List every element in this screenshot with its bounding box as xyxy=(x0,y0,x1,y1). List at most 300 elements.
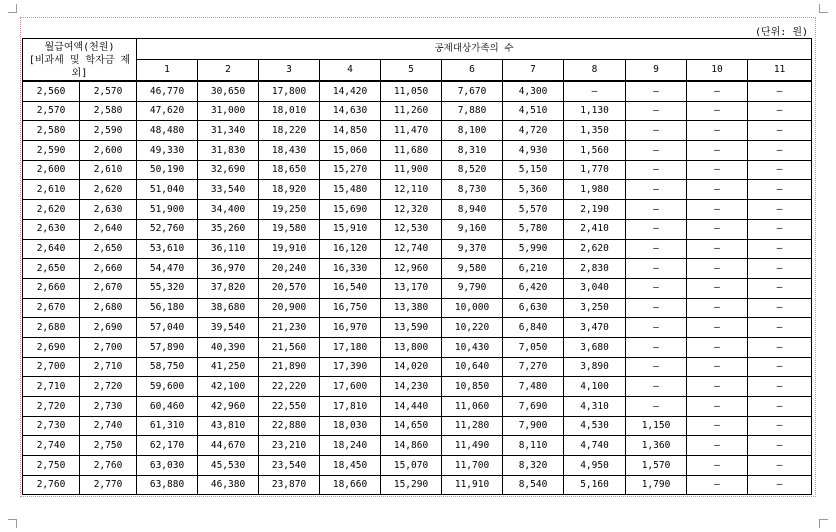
tax-amount-cell: 13,380 xyxy=(381,298,442,318)
tax-amount-cell: 14,850 xyxy=(320,121,381,141)
tax-amount-cell: 16,330 xyxy=(320,259,381,279)
tax-amount-cell: – xyxy=(687,259,748,279)
tax-amount-cell: 2,830 xyxy=(564,259,626,279)
tax-amount-cell: – xyxy=(626,239,687,259)
tax-amount-cell: 7,270 xyxy=(503,357,564,377)
tax-amount-cell: 1,980 xyxy=(564,180,626,200)
salary-to-cell: 2,720 xyxy=(80,377,137,397)
tax-amount-cell: 8,940 xyxy=(442,200,503,220)
tax-amount-cell: – xyxy=(626,278,687,298)
tax-amount-cell: 54,470 xyxy=(137,259,198,279)
tax-amount-cell: 18,030 xyxy=(320,416,381,436)
salary-to-cell: 2,600 xyxy=(80,141,137,161)
table-row xyxy=(23,239,812,259)
table-row xyxy=(23,456,812,476)
tax-amount-cell: 14,440 xyxy=(381,397,442,417)
tax-amount-cell: – xyxy=(748,318,812,338)
salary-to-cell: 2,690 xyxy=(80,318,137,338)
salary-to-cell: 2,710 xyxy=(80,357,137,377)
salary-from-cell: 2,610 xyxy=(23,180,80,200)
tax-amount-cell: 45,530 xyxy=(198,456,259,476)
tax-amount-cell: 12,530 xyxy=(381,219,442,239)
tax-amount-cell: 6,840 xyxy=(503,318,564,338)
tax-amount-cell: 53,610 xyxy=(137,239,198,259)
tax-amount-cell: – xyxy=(748,397,812,417)
tax-amount-cell: – xyxy=(687,337,748,357)
tax-amount-cell: 42,100 xyxy=(198,377,259,397)
tax-amount-cell: 21,230 xyxy=(259,318,320,338)
tax-amount-cell: 9,160 xyxy=(442,219,503,239)
tax-amount-cell: 5,570 xyxy=(503,200,564,220)
salary-to-cell: 2,660 xyxy=(80,259,137,279)
tax-amount-cell: 15,480 xyxy=(320,180,381,200)
tax-amount-cell: – xyxy=(748,278,812,298)
tax-amount-cell: 4,720 xyxy=(503,121,564,141)
tax-amount-cell: 16,970 xyxy=(320,318,381,338)
tax-amount-cell: – xyxy=(748,337,812,357)
tax-amount-cell: 3,250 xyxy=(564,298,626,318)
table-row xyxy=(23,436,812,456)
tax-amount-cell: 7,480 xyxy=(503,377,564,397)
salary-from-cell: 2,730 xyxy=(23,416,80,436)
salary-from-cell: 2,750 xyxy=(23,456,80,476)
tax-amount-cell: 4,300 xyxy=(503,81,564,101)
tax-amount-cell: 40,390 xyxy=(198,337,259,357)
tax-amount-cell: – xyxy=(748,121,812,141)
tax-amount-cell: 12,740 xyxy=(381,239,442,259)
tax-amount-cell: – xyxy=(748,436,812,456)
tax-amount-cell: 10,000 xyxy=(442,298,503,318)
salary-from-cell: 2,760 xyxy=(23,475,80,495)
tax-amount-cell: 7,900 xyxy=(503,416,564,436)
salary-to-cell: 2,750 xyxy=(80,436,137,456)
tax-amount-cell: 14,420 xyxy=(320,81,381,101)
tax-amount-cell: 11,910 xyxy=(442,475,503,495)
tax-amount-cell: – xyxy=(687,121,748,141)
table-row xyxy=(23,101,812,121)
tax-amount-cell: 42,960 xyxy=(198,397,259,417)
tax-amount-cell: 4,100 xyxy=(564,377,626,397)
tax-amount-cell: – xyxy=(748,219,812,239)
salary-from-cell: 2,590 xyxy=(23,141,80,161)
salary-from-cell: 2,710 xyxy=(23,377,80,397)
salary-to-cell: 2,570 xyxy=(80,81,137,101)
tax-amount-cell: – xyxy=(626,101,687,121)
tax-amount-cell: 17,180 xyxy=(320,337,381,357)
tax-amount-cell: – xyxy=(687,278,748,298)
salary-to-cell: 2,630 xyxy=(80,200,137,220)
salary-from-cell: 2,720 xyxy=(23,397,80,417)
tax-amount-cell: 5,360 xyxy=(503,180,564,200)
salary-from-cell: 2,570 xyxy=(23,101,80,121)
salary-from-cell: 2,660 xyxy=(23,278,80,298)
tax-amount-cell: – xyxy=(748,377,812,397)
tax-amount-cell: – xyxy=(626,357,687,377)
tax-amount-cell: – xyxy=(687,101,748,121)
tax-amount-cell: 3,040 xyxy=(564,278,626,298)
tax-amount-cell: 37,820 xyxy=(198,278,259,298)
dependent-count-header: 6 xyxy=(442,60,503,82)
tax-amount-cell: – xyxy=(748,239,812,259)
salary-from-cell: 2,740 xyxy=(23,436,80,456)
tax-amount-cell: 8,520 xyxy=(442,160,503,180)
tax-amount-cell: 7,050 xyxy=(503,337,564,357)
salary-from-cell: 2,630 xyxy=(23,219,80,239)
table-row xyxy=(23,357,812,377)
tax-amount-cell: – xyxy=(748,141,812,161)
tax-amount-cell: 14,020 xyxy=(381,357,442,377)
tax-amount-cell: – xyxy=(687,298,748,318)
table-row xyxy=(23,219,812,239)
tax-amount-cell: 1,130 xyxy=(564,101,626,121)
tax-amount-cell: 1,770 xyxy=(564,160,626,180)
tax-amount-cell: 18,920 xyxy=(259,180,320,200)
tax-amount-cell: 23,870 xyxy=(259,475,320,495)
tax-amount-cell: 11,680 xyxy=(381,141,442,161)
tax-amount-cell: 62,170 xyxy=(137,436,198,456)
tax-amount-cell: 5,160 xyxy=(564,475,626,495)
dependent-count-header: 9 xyxy=(626,60,687,82)
tax-amount-cell: 9,370 xyxy=(442,239,503,259)
tax-amount-cell: – xyxy=(687,357,748,377)
tax-amount-cell: 11,260 xyxy=(381,101,442,121)
tax-amount-cell: – xyxy=(748,298,812,318)
tax-amount-cell: 59,600 xyxy=(137,377,198,397)
salary-from-cell: 2,700 xyxy=(23,357,80,377)
table-row xyxy=(23,298,812,318)
tax-amount-cell: 17,800 xyxy=(259,81,320,101)
table-row xyxy=(23,160,812,180)
salary-to-cell: 2,580 xyxy=(80,101,137,121)
tax-amount-cell: 21,560 xyxy=(259,337,320,357)
tax-amount-cell: 36,970 xyxy=(198,259,259,279)
tax-amount-cell: 10,850 xyxy=(442,377,503,397)
tax-amount-cell: – xyxy=(748,416,812,436)
tax-amount-cell: 51,040 xyxy=(137,180,198,200)
salary-to-cell: 2,730 xyxy=(80,397,137,417)
tax-amount-cell: – xyxy=(748,81,812,101)
table-row xyxy=(23,397,812,417)
tax-amount-cell: 18,010 xyxy=(259,101,320,121)
tax-amount-cell: – xyxy=(626,298,687,318)
tax-amount-cell: 22,550 xyxy=(259,397,320,417)
tax-amount-cell: 17,390 xyxy=(320,357,381,377)
dependent-count-header: 10 xyxy=(687,60,748,82)
tax-amount-cell: 6,420 xyxy=(503,278,564,298)
table-row xyxy=(23,377,812,397)
tax-amount-cell: 9,790 xyxy=(442,278,503,298)
tax-amount-cell: – xyxy=(748,160,812,180)
salary-from-cell: 2,580 xyxy=(23,121,80,141)
tax-amount-cell: 61,310 xyxy=(137,416,198,436)
dependent-count-header: 8 xyxy=(564,60,626,82)
tax-amount-cell: 5,780 xyxy=(503,219,564,239)
tax-amount-cell: – xyxy=(687,81,748,101)
tax-amount-cell: 13,170 xyxy=(381,278,442,298)
tax-amount-cell: – xyxy=(626,200,687,220)
salary-from-cell: 2,670 xyxy=(23,298,80,318)
salary-to-cell: 2,760 xyxy=(80,456,137,476)
tax-amount-cell: 39,540 xyxy=(198,318,259,338)
tax-amount-cell: – xyxy=(626,397,687,417)
salary-to-cell: 2,770 xyxy=(80,475,137,495)
tax-amount-cell: 8,110 xyxy=(503,436,564,456)
salary-from-cell: 2,620 xyxy=(23,200,80,220)
salary-to-cell: 2,700 xyxy=(80,337,137,357)
withholding-tax-table xyxy=(22,38,812,495)
tax-amount-cell: 3,470 xyxy=(564,318,626,338)
tax-amount-cell: 2,620 xyxy=(564,239,626,259)
tax-amount-cell: – xyxy=(687,377,748,397)
tax-amount-cell: 2,190 xyxy=(564,200,626,220)
tax-amount-cell: – xyxy=(626,377,687,397)
tax-amount-cell: 12,110 xyxy=(381,180,442,200)
salary-from-cell: 2,560 xyxy=(23,81,80,101)
salary-to-cell: 2,610 xyxy=(80,160,137,180)
tax-amount-cell: 22,880 xyxy=(259,416,320,436)
tax-amount-cell: – xyxy=(687,475,748,495)
salary-to-cell: 2,640 xyxy=(80,219,137,239)
tax-amount-cell: 31,830 xyxy=(198,141,259,161)
tax-amount-cell: 46,770 xyxy=(137,81,198,101)
tax-amount-cell: 36,110 xyxy=(198,239,259,259)
tax-amount-cell: 4,740 xyxy=(564,436,626,456)
tax-amount-cell: 1,790 xyxy=(626,475,687,495)
tax-amount-cell: 4,510 xyxy=(503,101,564,121)
table-row xyxy=(23,259,812,279)
tax-amount-cell: – xyxy=(748,357,812,377)
tax-amount-cell: 12,960 xyxy=(381,259,442,279)
table-row xyxy=(23,475,812,495)
tax-amount-cell: 4,310 xyxy=(564,397,626,417)
tax-amount-cell: – xyxy=(687,219,748,239)
table-row xyxy=(23,416,812,436)
dependent-count-header: 7 xyxy=(503,60,564,82)
tax-amount-cell: 8,730 xyxy=(442,180,503,200)
tax-amount-cell: – xyxy=(687,397,748,417)
tax-amount-cell: 1,350 xyxy=(564,121,626,141)
dependent-count-header: 2 xyxy=(198,60,259,82)
table-row xyxy=(23,180,812,200)
tax-amount-cell: – xyxy=(748,180,812,200)
tax-amount-cell: 55,320 xyxy=(137,278,198,298)
tax-amount-cell: 6,210 xyxy=(503,259,564,279)
tax-amount-cell: 3,890 xyxy=(564,357,626,377)
tax-amount-cell: – xyxy=(687,200,748,220)
tax-amount-cell: 8,310 xyxy=(442,141,503,161)
tax-amount-cell: 20,900 xyxy=(259,298,320,318)
tax-amount-cell: – xyxy=(687,318,748,338)
tax-amount-cell: – xyxy=(748,101,812,121)
dependent-count-header: 5 xyxy=(381,60,442,82)
tax-amount-cell: 5,990 xyxy=(503,239,564,259)
page-corner-mark xyxy=(8,4,17,13)
tax-amount-cell: 46,380 xyxy=(198,475,259,495)
table-row xyxy=(23,318,812,338)
tax-amount-cell: 51,900 xyxy=(137,200,198,220)
tax-amount-cell: 15,910 xyxy=(320,219,381,239)
tax-amount-cell: – xyxy=(687,436,748,456)
tax-amount-cell: 6,630 xyxy=(503,298,564,318)
tax-amount-cell: – xyxy=(687,180,748,200)
tax-amount-cell: 47,620 xyxy=(137,101,198,121)
tax-amount-cell: 13,800 xyxy=(381,337,442,357)
tax-amount-cell: 19,580 xyxy=(259,219,320,239)
tax-amount-cell: 4,530 xyxy=(564,416,626,436)
tax-amount-cell: 7,690 xyxy=(503,397,564,417)
tax-amount-cell: – xyxy=(748,475,812,495)
tax-amount-cell: 23,210 xyxy=(259,436,320,456)
tax-amount-cell: 22,220 xyxy=(259,377,320,397)
table-row xyxy=(23,141,812,161)
tax-amount-cell: 1,560 xyxy=(564,141,626,161)
table-row xyxy=(23,200,812,220)
salary-to-cell: 2,590 xyxy=(80,121,137,141)
tax-amount-cell: 11,490 xyxy=(442,436,503,456)
unit-label: (단위: 원) xyxy=(754,27,808,38)
tax-amount-cell: 2,410 xyxy=(564,219,626,239)
salary-from-cell: 2,680 xyxy=(23,318,80,338)
table-row xyxy=(23,337,812,357)
page-corner-mark xyxy=(819,519,828,528)
tax-amount-cell: 4,930 xyxy=(503,141,564,161)
tax-amount-cell: 14,630 xyxy=(320,101,381,121)
tax-amount-cell: 13,590 xyxy=(381,318,442,338)
tax-amount-cell: 50,190 xyxy=(137,160,198,180)
tax-amount-cell: 18,450 xyxy=(320,456,381,476)
tax-amount-cell: 15,270 xyxy=(320,160,381,180)
tax-amount-cell: – xyxy=(748,456,812,476)
tax-amount-cell: 5,150 xyxy=(503,160,564,180)
tax-amount-cell: 18,650 xyxy=(259,160,320,180)
tax-amount-cell: – xyxy=(626,337,687,357)
tax-amount-cell: 56,180 xyxy=(137,298,198,318)
tax-amount-cell: 19,250 xyxy=(259,200,320,220)
tax-amount-cell: 14,650 xyxy=(381,416,442,436)
salary-to-cell: 2,680 xyxy=(80,298,137,318)
tax-amount-cell: 1,570 xyxy=(626,456,687,476)
tax-amount-cell: 31,000 xyxy=(198,101,259,121)
tax-amount-cell: 57,040 xyxy=(137,318,198,338)
tax-amount-cell: 18,430 xyxy=(259,141,320,161)
tax-amount-cell: – xyxy=(626,81,687,101)
tax-amount-cell: 20,240 xyxy=(259,259,320,279)
table-row xyxy=(23,81,812,101)
salary-to-cell: 2,620 xyxy=(80,180,137,200)
tax-amount-cell: 57,890 xyxy=(137,337,198,357)
tax-amount-cell: 14,860 xyxy=(381,436,442,456)
tax-amount-cell: 44,670 xyxy=(198,436,259,456)
tax-amount-cell: 30,650 xyxy=(198,81,259,101)
tax-amount-cell: 31,340 xyxy=(198,121,259,141)
tax-amount-cell: – xyxy=(626,259,687,279)
tax-amount-cell: 16,750 xyxy=(320,298,381,318)
tax-amount-cell: – xyxy=(687,141,748,161)
tax-amount-cell: 1,150 xyxy=(626,416,687,436)
tax-amount-cell: 12,320 xyxy=(381,200,442,220)
dependent-count-header: 11 xyxy=(748,60,812,82)
tax-amount-cell: 38,680 xyxy=(198,298,259,318)
tax-amount-cell: 15,060 xyxy=(320,141,381,161)
tax-amount-cell: 17,600 xyxy=(320,377,381,397)
tax-amount-cell: – xyxy=(626,160,687,180)
tax-amount-cell: 34,400 xyxy=(198,200,259,220)
tax-amount-cell: 11,470 xyxy=(381,121,442,141)
tax-amount-cell: 63,880 xyxy=(137,475,198,495)
tax-amount-cell: – xyxy=(626,180,687,200)
tax-amount-cell: 7,670 xyxy=(442,81,503,101)
tax-amount-cell: 15,690 xyxy=(320,200,381,220)
tax-amount-cell: 48,480 xyxy=(137,121,198,141)
tax-amount-cell: 15,290 xyxy=(381,475,442,495)
tax-amount-cell: – xyxy=(687,160,748,180)
tax-amount-cell: 33,540 xyxy=(198,180,259,200)
tax-amount-cell: – xyxy=(748,200,812,220)
tax-amount-cell: 8,540 xyxy=(503,475,564,495)
tax-amount-cell: 4,950 xyxy=(564,456,626,476)
tax-amount-cell: – xyxy=(626,318,687,338)
tax-amount-cell: 7,880 xyxy=(442,101,503,121)
tax-amount-cell: – xyxy=(748,259,812,279)
tax-amount-cell: 15,070 xyxy=(381,456,442,476)
tax-amount-cell: 18,220 xyxy=(259,121,320,141)
tax-amount-cell: 63,030 xyxy=(137,456,198,476)
tax-amount-cell: 11,050 xyxy=(381,81,442,101)
salary-from-cell: 2,640 xyxy=(23,239,80,259)
tax-amount-cell: 35,260 xyxy=(198,219,259,239)
tax-amount-cell: 16,540 xyxy=(320,278,381,298)
tax-amount-cell: 18,660 xyxy=(320,475,381,495)
tax-amount-cell: 32,690 xyxy=(198,160,259,180)
tax-amount-cell: 9,580 xyxy=(442,259,503,279)
page-corner-mark xyxy=(8,519,17,528)
tax-amount-cell: 11,060 xyxy=(442,397,503,417)
salary-from-cell: 2,690 xyxy=(23,337,80,357)
tax-amount-cell: 23,540 xyxy=(259,456,320,476)
tax-amount-cell: 10,220 xyxy=(442,318,503,338)
salary-to-cell: 2,650 xyxy=(80,239,137,259)
salary-from-cell: 2,650 xyxy=(23,259,80,279)
table-row xyxy=(23,278,812,298)
salary-header: 월급여액(천원) [비과세 및 학자금 제외] xyxy=(23,39,137,82)
salary-from-cell: 2,600 xyxy=(23,160,80,180)
tax-amount-cell: 18,240 xyxy=(320,436,381,456)
tax-amount-cell: 43,810 xyxy=(198,416,259,436)
tax-amount-cell: 17,810 xyxy=(320,397,381,417)
tax-amount-cell: 58,750 xyxy=(137,357,198,377)
tax-amount-cell: 49,330 xyxy=(137,141,198,161)
tax-amount-cell: 21,890 xyxy=(259,357,320,377)
dependent-count-header: 3 xyxy=(259,60,320,82)
tax-amount-cell: – xyxy=(687,456,748,476)
tax-amount-cell: 19,910 xyxy=(259,239,320,259)
tax-amount-cell: 14,230 xyxy=(381,377,442,397)
tax-amount-cell: 60,460 xyxy=(137,397,198,417)
tax-amount-cell: 11,280 xyxy=(442,416,503,436)
tax-amount-cell: 52,760 xyxy=(137,219,198,239)
table-row xyxy=(23,121,812,141)
tax-amount-cell: 8,320 xyxy=(503,456,564,476)
tax-amount-cell: – xyxy=(687,416,748,436)
tax-amount-cell: – xyxy=(564,81,626,101)
dependent-count-header: 1 xyxy=(137,60,198,82)
tax-amount-cell: 11,900 xyxy=(381,160,442,180)
tax-amount-cell: 10,430 xyxy=(442,337,503,357)
tax-amount-cell: 3,680 xyxy=(564,337,626,357)
dependents-header: 공제대상가족의 수 xyxy=(137,39,812,60)
tax-amount-cell: 20,570 xyxy=(259,278,320,298)
tax-amount-cell: 8,100 xyxy=(442,121,503,141)
